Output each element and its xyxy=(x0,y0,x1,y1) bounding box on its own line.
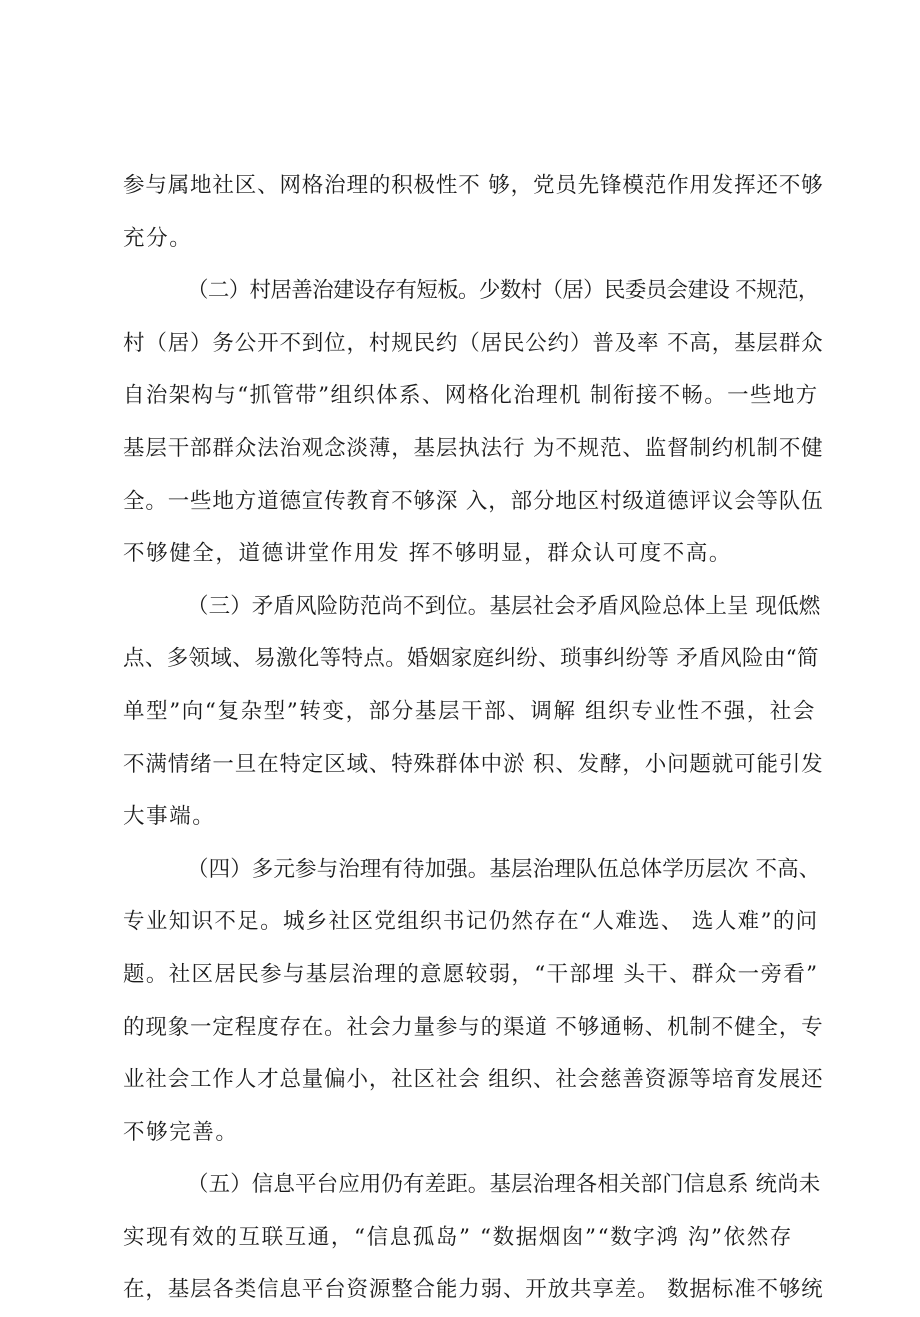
paragraph-first-line: （二）村居善治建设存有短板。少数村（居）民委员会建设 不规范， xyxy=(187,278,819,304)
text-line: 基层干部群众法治观念淡薄，基层执法行 为不规范、监督制约机制不健 xyxy=(123,435,824,461)
text-line: 题。社区居民参与基层治理的意愿较弱，“干部埋 头干、群众一旁看” xyxy=(123,961,819,987)
paragraph-first-line: （四）多元参与治理有待加强。基层治理队伍总体学历层次 不高、 xyxy=(187,856,821,882)
text-line: 单型”向“复杂型”转变，部分基层干部、调解 组织专业性不强，社会 xyxy=(123,698,817,724)
paragraph-first-line: （三）矛盾风险防范尚不到位。基层社会矛盾风险总体上呈 现低燃 xyxy=(187,593,821,619)
text-line: 参与属地社区、网格治理的积极性不 够，党员先锋模范作用发挥还不够 xyxy=(123,173,824,198)
text-line: 不满情绪一旦在特定区域、特殊群体中淤 积、发酵，小问题就可能引发 xyxy=(123,751,824,777)
text-line: 不够完善。 xyxy=(123,1119,239,1145)
text-line: 实现有效的互联互通，“信息孤岛” “数据烟囱”“数字鸿 沟”依然存 xyxy=(123,1224,793,1250)
text-line: 充分。 xyxy=(123,225,193,251)
text-line: 大事端。 xyxy=(123,804,216,830)
text-line: 的现象一定程度存在。社会力量参与的渠道 不够通畅、机制不健全，专 xyxy=(123,1014,824,1040)
text-line: 不够健全，道德讲堂作用发 挥不够明显，群众认可度不高。 xyxy=(123,541,733,567)
text-line: 村（居）务公开不到位，村规民约（居民公约）普及率 不高，基层群众 xyxy=(123,330,824,356)
text-line: 自治架构与“抓管带”组织体系、网格化治理机 制衔接不畅。一些地方 xyxy=(123,383,819,409)
text-line: 业社会工作人才总量偏小，社区社会 组织、社会慈善资源等培育发展还 xyxy=(123,1067,824,1093)
document-body xyxy=(123,160,823,1317)
text-line: 点、多领域、易激化等特点。婚姻家庭纠纷、琐事纠纷等 矛盾风险由“简 xyxy=(123,646,819,672)
text-line: 在，基层各类信息平台资源整合能力弱、开放共享差。 数据标准不够统 xyxy=(123,1277,824,1303)
text-line: 全。一些地方道德宣传教育不够深 入，部分地区村级道德评议会等队伍 xyxy=(123,488,824,514)
paragraph-first-line: （五）信息平台应用仍有差距。基层治理各相关部门信息系 统尚未 xyxy=(187,1172,821,1198)
text-line: 专业知识不足。城乡社区党组织书记仍然存在“人难选、 选人难”的问 xyxy=(123,909,819,935)
